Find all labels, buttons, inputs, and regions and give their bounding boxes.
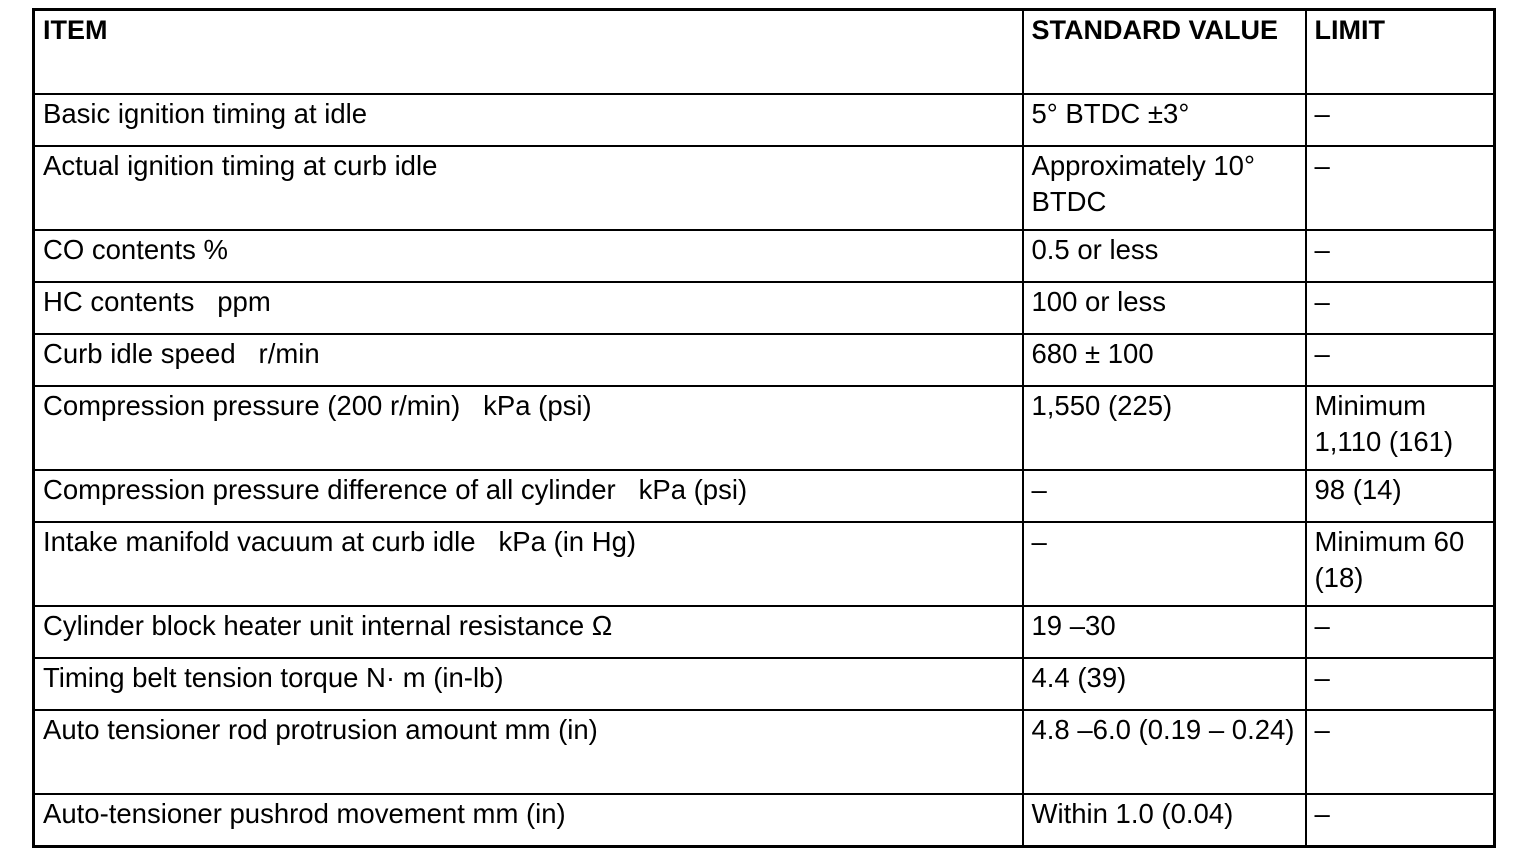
- standard-value-cell: 0.5 or less: [1023, 230, 1306, 282]
- table-row: [34, 386, 1495, 470]
- table-row: [34, 146, 1495, 230]
- limit-cell: –: [1306, 794, 1495, 847]
- limit-cell: –: [1306, 658, 1495, 710]
- item-cell: Timing belt tension torque N· m (in-lb): [34, 658, 1023, 710]
- item-cell: Basic ignition timing at idle: [34, 94, 1023, 146]
- item-cell: Actual ignition timing at curb idle: [34, 146, 1023, 230]
- standard-value-cell: 4.4 (39): [1023, 658, 1306, 710]
- standard-value-cell: 100 or less: [1023, 282, 1306, 334]
- limit-cell: –: [1306, 146, 1495, 230]
- item-cell: Compression pressure difference of all cylinder kPa (psi): [34, 470, 1023, 522]
- item-cell: Compression pressure (200 r/min) kPa (psi): [34, 386, 1023, 470]
- limit-cell: –: [1306, 710, 1495, 794]
- limit-cell: –: [1306, 282, 1495, 334]
- limit-cell: Minimum 60 (18): [1306, 522, 1495, 606]
- standard-value-cell: 4.8 –6.0 (0.19 – 0.24): [1023, 710, 1306, 794]
- table-row: [34, 710, 1495, 794]
- item-cell: CO contents %: [34, 230, 1023, 282]
- header-item: ITEM: [34, 10, 1023, 95]
- item-cell: Cylinder block heater unit internal resistance Ω: [34, 606, 1023, 658]
- item-cell: Curb idle speed r/min: [34, 334, 1023, 386]
- item-cell: HC contents ppm: [34, 282, 1023, 334]
- item-cell: Auto tensioner rod protrusion amount mm (in): [34, 710, 1023, 794]
- item-cell: Auto-tensioner pushrod movement mm (in): [34, 794, 1023, 847]
- table-row: [34, 282, 1495, 334]
- standard-value-cell: Within 1.0 (0.04): [1023, 794, 1306, 847]
- specifications-table: [32, 8, 1496, 848]
- standard-value-cell: 19 –30: [1023, 606, 1306, 658]
- limit-cell: –: [1306, 230, 1495, 282]
- table-row: [34, 658, 1495, 710]
- limit-cell: 98 (14): [1306, 470, 1495, 522]
- standard-value-cell: –: [1023, 470, 1306, 522]
- table-row: [34, 230, 1495, 282]
- table-row: [34, 522, 1495, 606]
- table-row: [34, 94, 1495, 146]
- limit-cell: –: [1306, 334, 1495, 386]
- table-row: [34, 470, 1495, 522]
- header-row: [34, 10, 1495, 95]
- standard-value-cell: 680 ± 100: [1023, 334, 1306, 386]
- limit-cell: –: [1306, 94, 1495, 146]
- limit-cell: Minimum 1,110 (161): [1306, 386, 1495, 470]
- limit-cell: –: [1306, 606, 1495, 658]
- standard-value-cell: 1,550 (225): [1023, 386, 1306, 470]
- standard-value-cell: Approximately 10° BTDC: [1023, 146, 1306, 230]
- table-row: [34, 606, 1495, 658]
- header-standard-value: STANDARD VALUE: [1023, 10, 1306, 95]
- header-limit: LIMIT: [1306, 10, 1495, 95]
- table-row: [34, 334, 1495, 386]
- standard-value-cell: 5° BTDC ±3°: [1023, 94, 1306, 146]
- standard-value-cell: –: [1023, 522, 1306, 606]
- table-row: [34, 794, 1495, 847]
- item-cell: Intake manifold vacuum at curb idle kPa (in Hg): [34, 522, 1023, 606]
